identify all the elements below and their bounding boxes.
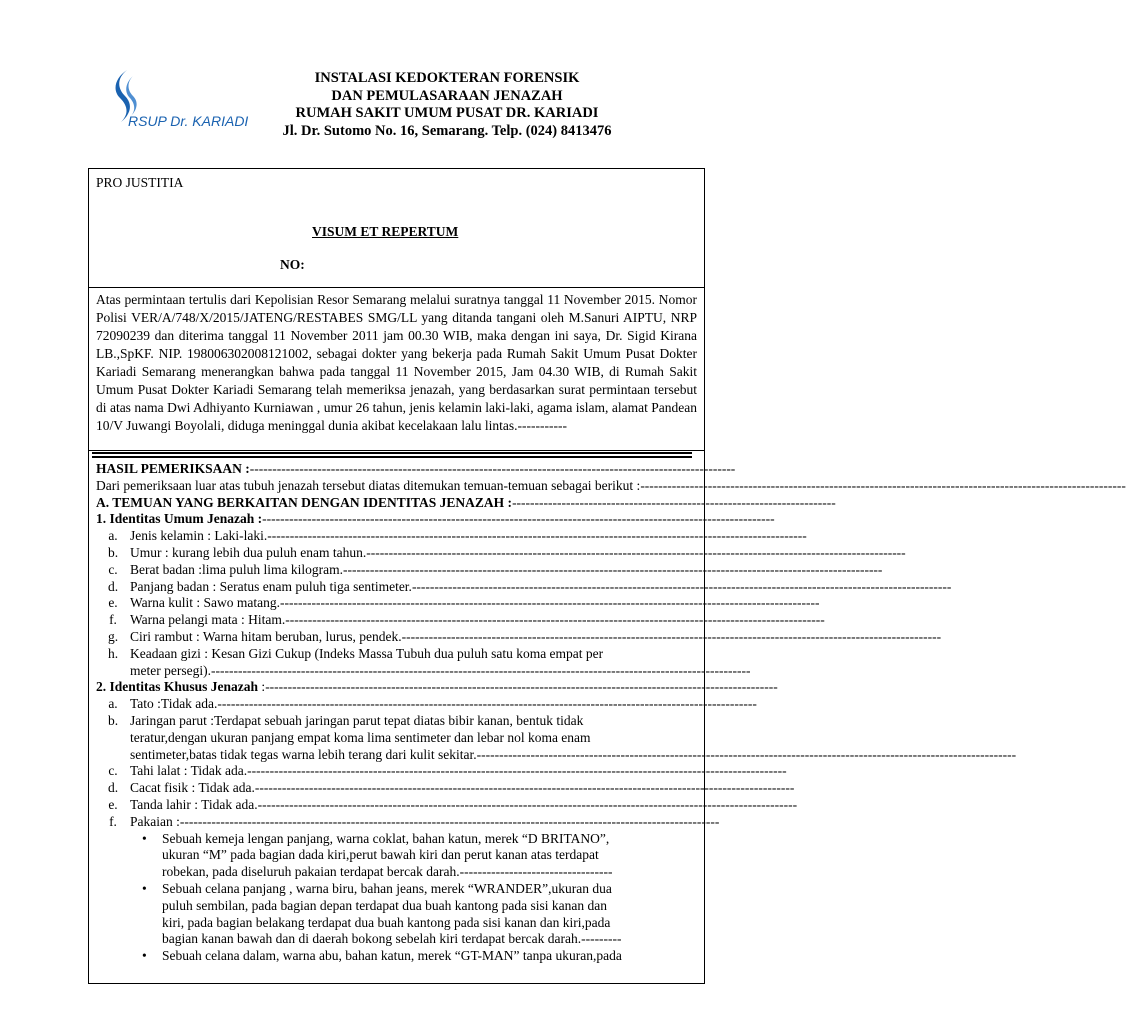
divider-bottom	[92, 456, 692, 458]
findings-section	[96, 461, 1126, 965]
sub-heading-1: 1. Identitas Umum Jenazah :------------------------------------------------------------------------------------------------------------------	[96, 511, 775, 527]
divider-top	[92, 452, 692, 454]
sub-heading-2: 2. Identitas Khusus Jenazah :------------------------------------------------------------------------------------------------------------------	[96, 679, 778, 695]
intro-paragraph: Atas permintaan tertulis dari Kepolisian Resor Semarang melalui suratnya tanggal 11 November 2015. Nomor Polisi VER/A/748/X/2015/JATENG/RESTABES SMG/LL yang ditanda tangani oleh M.Sanuri AIPTU, NRP 72090239 dan diterima tanggal 11 November 2011 jam 00.30 WIB, maka dengan ini saya, Dr. Sigid Kirana LB.,SpKF. NIP. 198006302008121002, sebagai dokter yang bekerja pada Rumah Sakit Umum Pusat Dokter Kariadi Semarang menerangkan bahwa pada tanggal 11 November 2015, Jam 04.30 WIB, di Rumah Sakit Umum Pusat Dokter Kariadi Semarang telah memeriksa jenazah, yang berdasarkan surat permintaan tersebut di atas nama Dwi Adhiyanto Kurniawan , umur 26 tahun, jenis kelamin laki-laki, agama islam, alamat Pandean 10/V Juwangi Boyolali, diduga meninggal dunia akibat kecelakaan lalu lintas.-----------	[96, 292, 697, 433]
clothing-item-3: • Sebuah celana dalam, warna abu, bahan katun, merek “GT-MAN” tanpa ukuran,pada	[142, 948, 622, 964]
list-item: d. Cacat fisik : Tidak ada.------------------------------------------------------------------------------------------------------------------------	[107, 780, 795, 796]
logo-text: RSUP Dr. KARIADI	[128, 113, 249, 129]
list-item: c. Tahi lalat : Tidak ada.------------------------------------------------------------------------------------------------------------------------	[108, 763, 787, 779]
pro-justitia-label: PRO JUSTITIA	[96, 175, 184, 190]
section-a-heading: A. TEMUAN YANG BERKAITAN DENGAN IDENTITAS JENAZAH :------------------------------------------------------------------------	[96, 494, 836, 510]
list-item: d. Panjang badan : Seratus enam puluh tiga sentimeter.------------------------------------------------------------------------------------------------------------------------	[107, 578, 952, 594]
list-item: c. Berat badan :lima puluh lima kilogram.------------------------------------------------------------------------------------------------------------------------	[108, 561, 883, 577]
list-item: a. Jenis kelamin : Laki-laki.------------------------------------------------------------------------------------------------------------------------	[108, 528, 807, 544]
header-address: Jl. Dr. Sutomo No. 16, Semarang. Telp. (024) 8413476	[282, 122, 612, 139]
list-item: f. Warna pelangi mata : Hitam.------------------------------------------------------------------------------------------------------------------------	[109, 612, 825, 628]
header-line-2: DAN PEMULASARAAN JENAZAH	[331, 87, 563, 104]
list-item: e. Warna kulit : Sawo matang.------------------------------------------------------------------------------------------------------------------------	[108, 595, 820, 611]
clothing-item-1: • Sebuah kemeja lengan panjang, warna coklat, bahan katun, merek “D BRITANO”, ukuran “M” pada bagian dada kiri,perut bawah kiri dan perut kanan atas terdapat robekan, pada diseluruh pakaian terdapat bercak darah.----------------------------------	[142, 830, 613, 880]
document-title: VISUM ET REPERTUM	[312, 224, 459, 239]
clothing-item-2: • Sebuah celana panjang , warna biru, bahan jeans, merek “WRANDER”,ukuran dua puluh sembilan, pada bagian depan terdapat dua buah kantong pada sisi kanan dan kiri, pada bagian belakang terdapat dua buah kantong pada sisi kanan dan kiri,pada bagian kanan bawah dan di daerah bokong sebelah kiri terdapat bercak darah.---------	[142, 880, 622, 947]
list-item: a. Tato :Tidak ada.------------------------------------------------------------------------------------------------------------------------	[108, 696, 757, 712]
findings-heading: HASIL PEMERIKSAAN :------------------------------------------------------------------------------------------------------------	[96, 461, 736, 476]
findings-intro-line: Dari pemeriksaan luar atas tubuh jenazah tersebut diatas ditemukan temuan-temuan sebagai berikut :------------------------------------------------------------------------------------------------------------	[96, 477, 1126, 493]
list-item: e. Tanda lahir : Tidak ada.------------------------------------------------------------------------------------------------------------------------	[108, 796, 798, 812]
institution-header	[262, 70, 632, 140]
document-number-label: NO:	[280, 257, 305, 272]
list-item: h. Keadaan gizi : Kesan Gizi Cukup (Indeks Massa Tubuh dua puluh satu koma empat per meter persegi).------------------------------------------------------------------------------------------------------------------------	[107, 645, 751, 678]
header-line-1: INSTALASI KEDOKTERAN FORENSIK	[314, 70, 580, 86]
header-line-3: RUMAH SAKIT UMUM PUSAT DR. KARIADI	[295, 105, 599, 121]
list-item: b. Jaringan parut :Terdapat sebuah jaringan parut tepat diatas bibir kanan, bentuk tidak teratur,dengan ukuran panjang empat koma lima sentimeter dan lebar nol koma enam sentimeter,batas tidak tegas warna lebih terang dari kulit sekitar.------------------------------------------------------------------------------------------------------------------------	[107, 712, 1017, 762]
list-item: g. Ciri rambut : Warna hitam beruban, lurus, pendek.------------------------------------------------------------------------------------------------------------------------	[107, 628, 942, 644]
list-item: b. Umur : kurang lebih dua puluh enam tahun.------------------------------------------------------------------------------------------------------------------------	[107, 544, 906, 560]
list-item: f. Pakaian :------------------------------------------------------------------------------------------------------------------------	[109, 813, 720, 829]
